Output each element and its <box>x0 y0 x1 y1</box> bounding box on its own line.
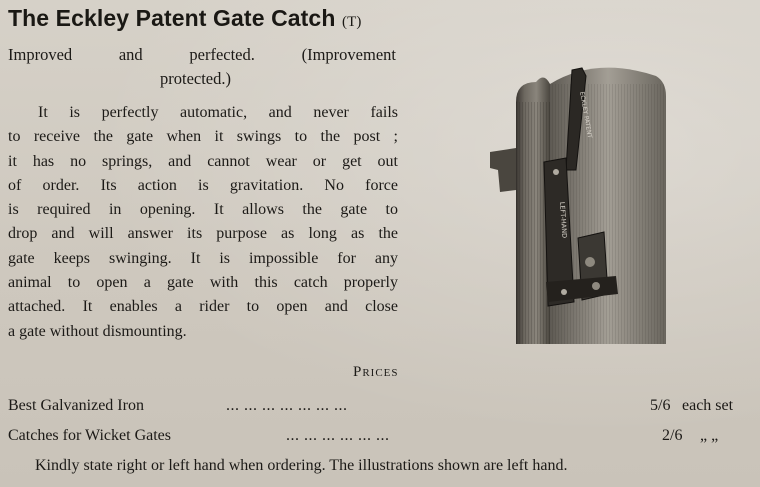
rivet <box>553 169 559 175</box>
leader-dots: ... ... ... ... ... ... <box>286 427 390 444</box>
bleed-through-text <box>660 40 664 56</box>
subtitle-word: and <box>118 45 143 64</box>
price-unit: „ „ <box>700 427 719 444</box>
rivet <box>561 289 567 295</box>
post-shading <box>516 102 550 344</box>
description-line: of order. Its action is gravitation. No force <box>8 176 398 194</box>
gate-catch-illustration <box>486 62 692 344</box>
price-row <box>8 427 753 449</box>
leader-dots: ... ... ... ... ... ... ... <box>226 397 348 414</box>
post-side-block <box>490 148 516 192</box>
description-paragraph <box>8 101 398 344</box>
price-item-label: Catches for Wicket Gates <box>8 427 171 444</box>
subtitle-word: (Improvement <box>301 45 396 64</box>
description-line: drop and will answer its purpose as long as the <box>8 225 398 243</box>
description-line: It is perfectly automatic, and never fails <box>38 104 398 121</box>
price-value: 5/6 <box>650 397 671 414</box>
latch-label: LEFT-HAND <box>558 201 569 239</box>
subtitle-line-2: protected.) <box>160 69 232 88</box>
description-line: gate keeps swinging. It is impossible for any <box>8 249 398 267</box>
ordering-note: Kindly state right or left hand when ordering. The illustrations shown are left hand. <box>35 457 568 474</box>
bolt-head <box>585 257 595 267</box>
bolt-head <box>592 282 600 290</box>
rod-label: ECKLEY PATENT <box>578 91 594 139</box>
subtitle-line-1 <box>8 45 396 65</box>
description-line: it has no springs, and cannot wear or get out <box>8 152 398 170</box>
page-title <box>8 5 361 32</box>
description-line: attached. It enables a rider to open and close <box>8 298 398 316</box>
description-line: is required in opening. It allows the gate to <box>8 201 398 219</box>
description-line: to receive the gate when it swings to the post ; <box>8 128 398 146</box>
title-text: The Eckley Patent Gate Catch <box>8 5 336 31</box>
subtitle-word: Improved <box>8 45 73 64</box>
price-row <box>8 397 753 419</box>
prices-heading: Prices <box>353 364 399 380</box>
description-line: animal to open a gate with this catch properly <box>8 274 398 292</box>
price-item-label: Best Galvanized Iron <box>8 397 144 414</box>
price-value: 2/6 <box>662 427 683 444</box>
subtitle-word: perfected. <box>189 45 255 64</box>
title-mark: (T) <box>341 14 362 30</box>
price-unit: each set <box>682 397 734 414</box>
description-line: a gate without dismounting. <box>8 322 187 340</box>
